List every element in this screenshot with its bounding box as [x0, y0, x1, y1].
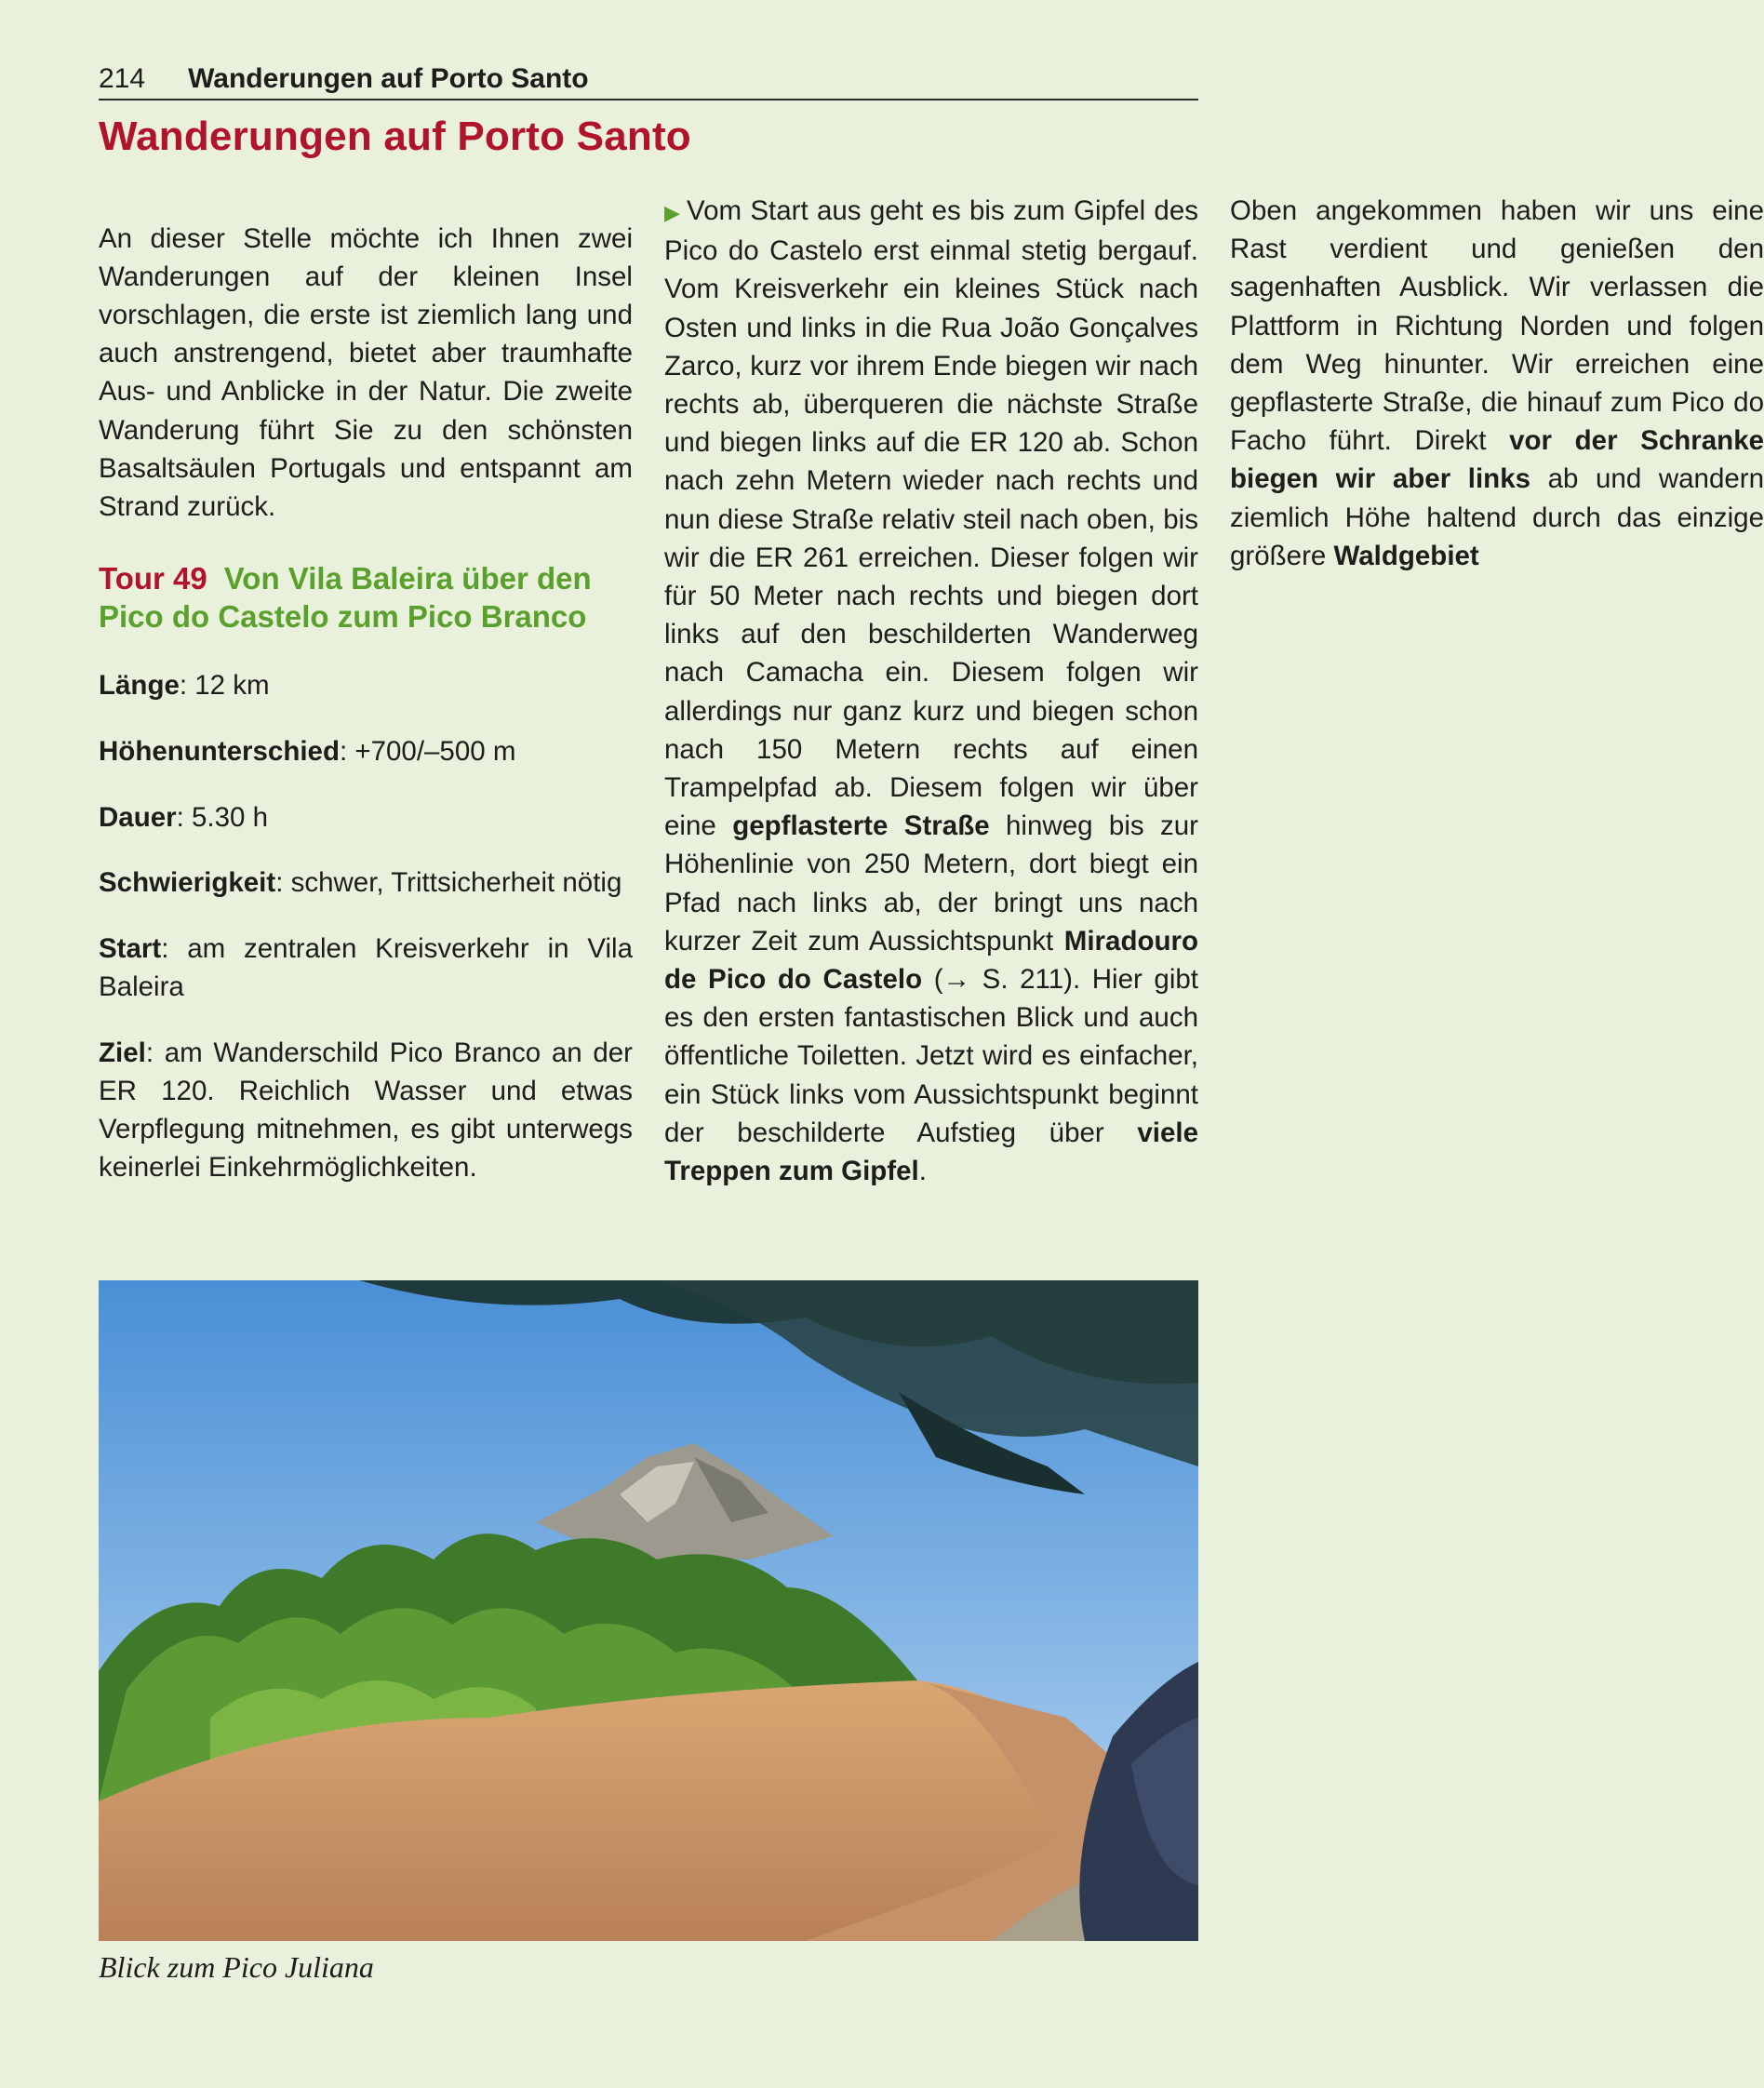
- fact-duration: Dauer: 5.30 h: [99, 801, 269, 833]
- fact-start: Start: am zentralen Kreisverkehr in Vila Baleira: [99, 932, 633, 1003]
- pico-juliana-illustration: [99, 1280, 1198, 1941]
- route-description-2: Oben angekommen haben wir uns eine Rast verdient und genießen den sagenhaften Ausblick. Wir verlassen die Plattform in Richtung Norden und folgen dem Weg hinunter. Wir erreichen eine gepflasterte Straße, die hinauf zum Pico do Facho führt. Direkt vor der Schranke biegen wir aber links ab und wandern ziemlich Höhe haltend durch das einzige größere Waldgebiet: [1230, 195, 1764, 571]
- intro-paragraph: An dieser Stelle möchte ich Ihnen zwei Wanderungen auf der kleinen Insel vorschlagen, die erste ist ziemlich lang und auch anstrengend, bietet aber traumhafte Aus- und Anblicke in der Natur. Die zweite Wanderung führt Sie zu den schönsten Basaltsäulen Portugals und entspannt am Strand zurück.: [99, 222, 633, 522]
- route-arrow-icon: ▶: [664, 201, 682, 224]
- fact-goal: Ziel: am Wanderschild Pico Branco an der ER 120. Reichlich Wasser und etwas Verpflegung mitnehmen, es gibt unterwegs keinerlei Einkehrmöglichkeiten.: [99, 1037, 633, 1184]
- page-title: Wanderungen auf Porto Santo: [99, 114, 691, 159]
- fact-difficulty: Schwierigkeit: schwer, Trittsicherheit nötig: [99, 867, 622, 899]
- fact-length: Länge: 12 km: [99, 670, 270, 702]
- page-number: 214: [99, 63, 146, 94]
- tour-heading: [99, 559, 633, 636]
- running-title: Wanderungen auf Porto Santo: [188, 63, 589, 94]
- photo-caption: Blick zum Pico Juliana: [99, 1950, 374, 1984]
- route-description: ▶ Vom Start aus geht es bis zum Gipfel des Pico do Castelo erst einmal stetig bergauf. Vom Kreisverkehr ein kleines Stück nach Osten und links in die Rua João Gonçalves Zarco, kurz vor ihrem Ende biegen wir nach rechts ab, überqueren die nächste Straße und biegen links auf die ER 120 ab. Schon nach zehn Metern wieder nach rechts und nun diese Straße relativ steil nach oben, bis wir die ER 261 erreichen. Dieser folgen wir für 50 Meter nach rechts und biegen dort links auf den beschilderten Wanderweg nach Camacha ein. Diesem folgen wir allerdings nur ganz kurz und biegen schon nach 150 Metern rechts auf einen Trampelpfad ab. Diesem folgen wir über eine gepflasterte Straße hinweg bis zur Höhenlinie von 250 Metern, dort biegt ein Pfad nach links ab, der bringt uns nach kurzer Zeit zum Aussichtspunkt Miradouro de Pico do Castelo (→ S. 211). Hier gibt es den ersten fantastischen Blick und auch öffentliche Toiletten. Jetzt wird es einfacher, ein Stück links vom Aussichtspunkt beginnt der beschilderte Aufstieg über viele Treppen zum Gipfel.: [664, 195, 1198, 1187]
- fact-elevation: Höhenunterschied: +700/–500 m: [99, 735, 516, 767]
- landscape-photo: [99, 1280, 1198, 1941]
- tour-title: Von Vila Baleira über den Pico do Castelo zum Pico Branco: [99, 561, 592, 635]
- text-columns: [99, 192, 1764, 1265]
- tour-number: Tour 49: [99, 561, 207, 596]
- running-head: [99, 61, 1198, 100]
